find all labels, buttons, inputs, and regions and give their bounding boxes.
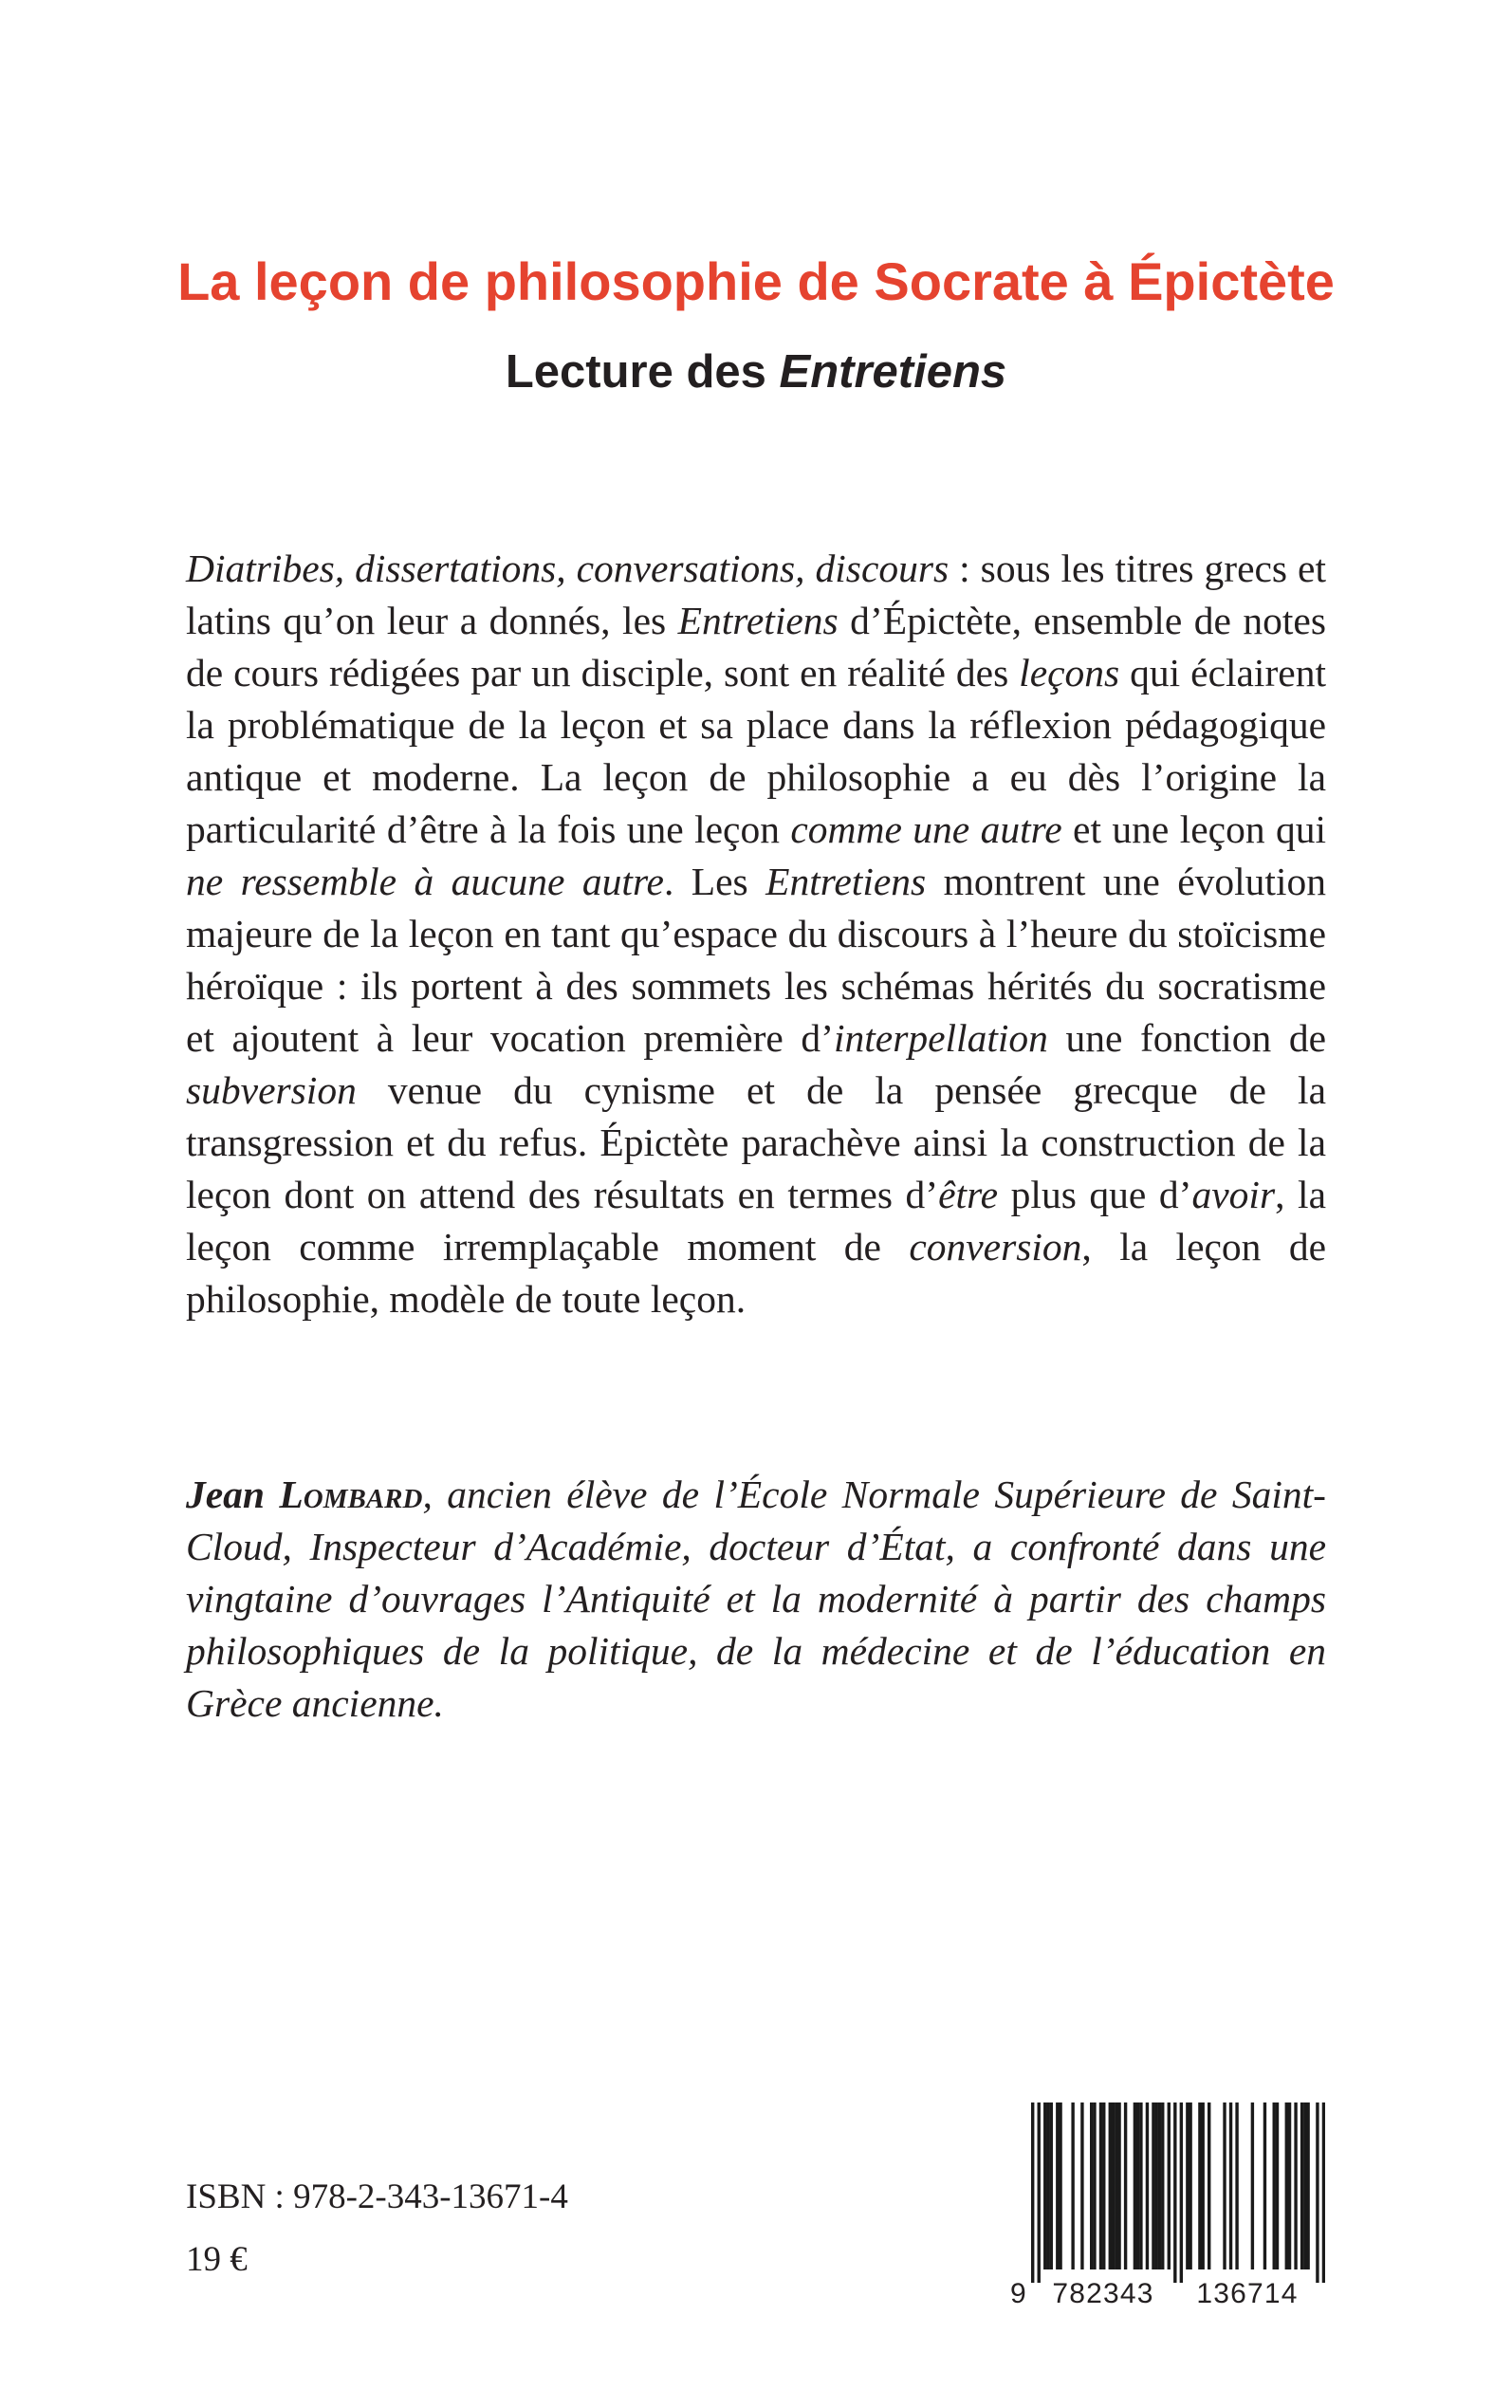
summary-segment: d’Épictète, ensemble de notes de cours rédigées par un disciple, sont en réalité des (186, 599, 1326, 695)
summary-segment: avoir (1191, 1173, 1276, 1216)
barcode-bar (1322, 2102, 1325, 2283)
barcode-bar (1093, 2102, 1096, 2269)
author-first-name: Jean (186, 1473, 280, 1516)
barcode-bar (1306, 2102, 1309, 2269)
barcode-bar (1273, 2102, 1276, 2269)
author-bio-text: , ancien élève de l’École Normale Supérieure de Saint-Cloud, Inspecteur d’Académie, docteur d’État, a confronté dans une vingtaine d’ouvrages l’Antiquité et la modernité à partir des champs philosophiques de la politique, de la médecine et de l’éducation en Grèce ancienne. (186, 1473, 1326, 1725)
barcode-bar (1043, 2102, 1046, 2269)
barcode-bar (1294, 2102, 1297, 2269)
summary-segment: être (938, 1173, 999, 1216)
isbn-label: ISBN : 978-2-343-13671-4 (186, 2177, 568, 2216)
summary-segment: venue du cynisme et de la pensée grecque de la transgression et du refus. Épictète parachève ainsi la construction de la leçon dont on attend des résultats en termes d’ (186, 1068, 1326, 1216)
barcode-bar (1263, 2102, 1266, 2269)
summary-segment: leçons (1019, 651, 1120, 695)
barcode-bar (1115, 2102, 1117, 2269)
book-title: La leçon de philosophie de Socrate à Épictète (177, 251, 1335, 311)
barcode-digits (1010, 2277, 1325, 2311)
summary-segment: conversion (909, 1225, 1082, 1269)
barcode-bar (1139, 2102, 1142, 2269)
author-last-name-initial: L (279, 1473, 304, 1516)
barcode-bar (1168, 2102, 1171, 2269)
summary-segment: . Les (663, 860, 766, 903)
summary-segment: comme une autre (790, 807, 1062, 851)
barcode-bar (1208, 2102, 1210, 2269)
barcode-bar (1112, 2102, 1115, 2269)
summary-segment: plus que d’ (998, 1173, 1192, 1216)
barcode-bar (1158, 2102, 1161, 2269)
barcode-bar (1186, 2102, 1189, 2269)
barcode-bar (1056, 2102, 1059, 2269)
summary-segment: , la leçon comme irremplaçable moment de (186, 1173, 1327, 1269)
barcode-bar (1080, 2102, 1083, 2269)
barcode-bar (1251, 2102, 1254, 2269)
barcode-bar (1155, 2102, 1158, 2269)
barcode-bar (1117, 2102, 1120, 2269)
summary-segment: interpellation (833, 1016, 1048, 1060)
barcode-bar (1090, 2102, 1093, 2269)
barcode-bar (1031, 2102, 1034, 2283)
barcode-bar (1288, 2102, 1291, 2269)
barcode-bar (1276, 2102, 1279, 2269)
barcode-bar (1136, 2102, 1139, 2269)
summary-segment: subversion (186, 1068, 357, 1112)
author-name (186, 1473, 422, 1516)
barcode-bar (1201, 2102, 1204, 2269)
barcode-bar (1189, 2102, 1191, 2269)
barcode-bar (1180, 2102, 1183, 2283)
barcode-bar (1152, 2102, 1154, 2269)
price-label: 19 € (186, 2240, 248, 2279)
summary-segment: Entretiens (765, 860, 927, 903)
subtitle-prefix: Lecture des (505, 346, 780, 398)
summary-segment: , la leçon de philosophie, modèle de toute leçon. (186, 1225, 1326, 1321)
barcode-group-1: 782343 (1052, 2278, 1154, 2309)
barcode-bar (1229, 2102, 1232, 2269)
barcode-bar (1146, 2102, 1149, 2269)
book-subtitle (0, 342, 1512, 402)
barcode-bar (1300, 2102, 1303, 2269)
barcode-bar (1099, 2102, 1102, 2269)
barcode-bar (1316, 2102, 1318, 2283)
barcode-bar (1050, 2102, 1053, 2269)
book-summary (186, 543, 1326, 1325)
summary-segment: ne ressemble à aucune autre (186, 860, 664, 903)
barcode-lead-digit: 9 (1010, 2278, 1027, 2309)
barcode-bars (1010, 2102, 1325, 2283)
barcode-bar (1059, 2102, 1061, 2269)
barcode-bar (1223, 2102, 1226, 2269)
barcode-bar (1173, 2102, 1176, 2283)
summary-segment: : sous les titres grecs et latins qu’on leur a donnés, les (186, 546, 1326, 642)
barcode-bar (1303, 2102, 1306, 2269)
barcode-image (1010, 2102, 1325, 2292)
author-last-name-rest: ombard (303, 1473, 423, 1516)
author-bio (186, 1469, 1326, 1730)
summary-segment: montrent une évolution majeure de la leçon en tant qu’espace du discours à l’heure du stoïcisme héroïque : ils portent à des sommets les schémas hérités du socratisme et ajoutent à leur vocation première d’ (186, 860, 1326, 1060)
barcode-bar (1071, 2102, 1074, 2269)
barcode-group-2: 136714 (1196, 2278, 1299, 2309)
subtitle-italic: Entretiens (779, 346, 1007, 398)
barcode-bar (1235, 2102, 1238, 2269)
summary-segment: Diatribes, dissertations, conversations, discours (186, 546, 950, 590)
barcode-bar (1134, 2102, 1136, 2269)
summary-segment: une fonction de (1047, 1016, 1327, 1060)
summary-segment: qui éclairent la problématique de la leçon et sa place dans la réflexion pédagogique antique et moderne. La leçon de philosophie a eu dès l’origine la particularité d’être à la fois une leçon (186, 651, 1326, 851)
barcode-bar (1038, 2102, 1041, 2283)
barcode-bar (1109, 2102, 1112, 2269)
barcode-bar (1102, 2102, 1105, 2269)
summary-segment: Entretiens (677, 599, 839, 642)
barcode-bar (1161, 2102, 1164, 2269)
barcode-bar (1285, 2102, 1288, 2269)
barcode-bar (1124, 2102, 1127, 2269)
summary-segment: et une leçon qui (1061, 807, 1326, 851)
barcode-bar (1046, 2102, 1049, 2269)
barcode-bar (1198, 2102, 1201, 2269)
